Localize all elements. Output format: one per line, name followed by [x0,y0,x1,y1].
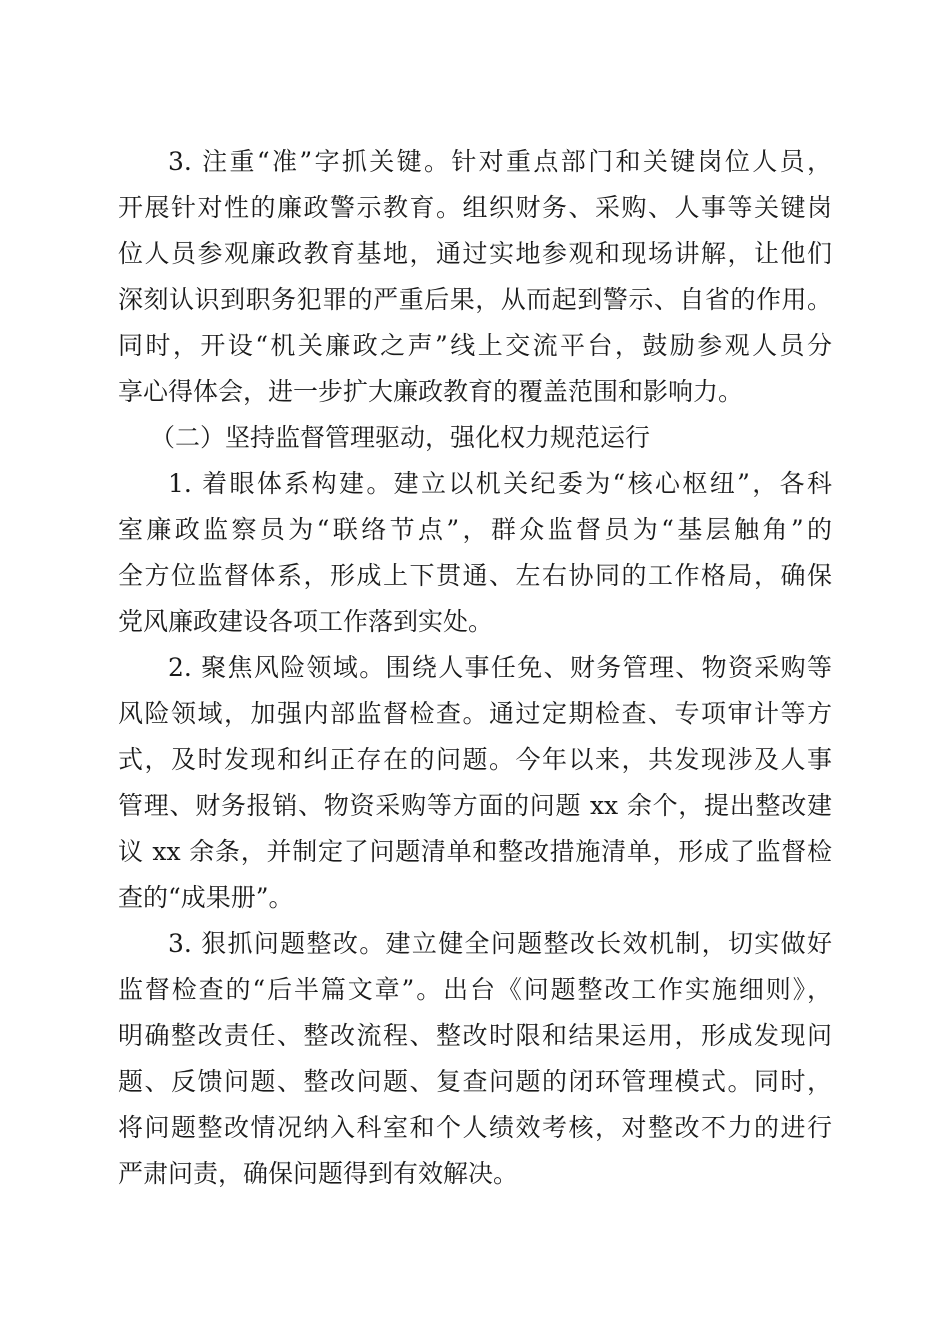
paragraph-4-line-3: 明确整改责任、整改流程、整改时限和结果运用，形成发现问 [118,1021,832,1050]
paragraph-3-line-4: 管理、财务报销、物资采购等方面的问题 xx 余个，提出整改建 [118,791,832,820]
section-heading: （二）坚持监督管理驱动，强化权力规范运行 [150,423,651,452]
paragraph-4-line-4: 题、反馈问题、整改问题、复查问题的闭环管理模式。同时， [118,1067,832,1096]
paragraph-2-line-4: 党风廉政建设各项工作落到实处。 [118,607,494,636]
paragraph-3-line-1: 2. 聚焦风险领域。围绕人事任免、财务管理、物资采购等 [168,653,832,682]
paragraph-1-line-5: 同时，开设“机关廉政之声”线上交流平台，鼓励参观人员分 [118,331,832,360]
paragraph-1-line-1: 3. 注重“准”字抓关键。针对重点部门和关键岗位人员， [168,147,832,176]
paragraph-4-line-6: 严肃问责，确保问题得到有效解决。 [118,1159,519,1188]
paragraph-1-line-4: 深刻认识到职务犯罪的严重后果，从而起到警示、自省的作用。 [118,285,832,314]
paragraph-2-line-3: 全方位监督体系，形成上下贯通、左右协同的工作格局，确保 [118,561,832,590]
paragraph-4-line-5: 将问题整改情况纳入科室和个人绩效考核，对整改不力的进行 [118,1113,832,1142]
paragraph-1-line-2: 开展针对性的廉政警示教育。组织财务、采购、人事等关键岗 [118,193,832,222]
paragraph-2-line-1: 1. 着眼体系构建。建立以机关纪委为“核心枢纽”，各科 [168,469,832,498]
paragraph-3-line-6: 查的“成果册”。 [118,883,294,912]
paragraph-3-line-3: 式，及时发现和纠正存在的问题。今年以来，共发现涉及人事 [118,745,832,774]
paragraph-4-line-2: 监督检查的“后半篇文章”。出台《问题整改工作实施细则》， [118,975,832,1004]
paragraph-1-line-3: 位人员参观廉政教育基地，通过实地参观和现场讲解，让他们 [118,239,832,268]
paragraph-1-line-6: 享心得体会，进一步扩大廉政教育的覆盖范围和影响力。 [118,377,744,406]
paragraph-4-line-1: 3. 狠抓问题整改。建立健全问题整改长效机制，切实做好 [168,929,832,958]
paragraph-3-line-5: 议 xx 余条，并制定了问题清单和整改措施清单，形成了监督检 [118,837,832,866]
paragraph-2-line-2: 室廉政监察员为“联络节点”，群众监督员为“基层触角”的 [118,515,832,544]
paragraph-3-line-2: 风险领域，加强内部监督检查。通过定期检查、专项审计等方 [118,699,832,728]
